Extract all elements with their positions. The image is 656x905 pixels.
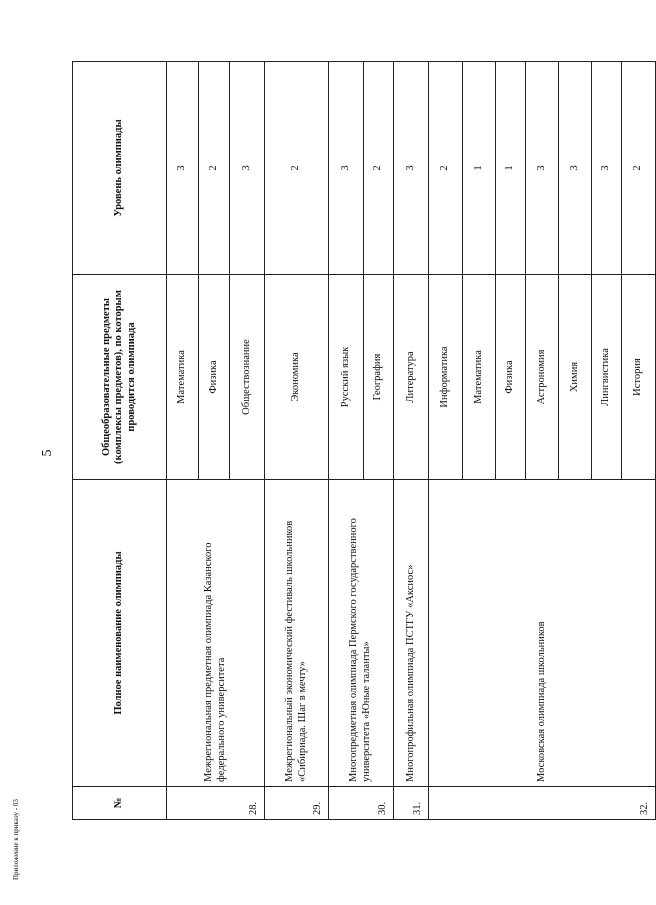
level-cell: 2 bbox=[622, 62, 656, 275]
olympiad-name: Межрегиональный экономический фестиваль школьников «Сибириада. Шаг в мечту» bbox=[265, 480, 329, 787]
table-row bbox=[429, 62, 463, 820]
header-subjects: Общеобразовательные предметы (комплексы предметов), по которым проводится олимпиада bbox=[73, 275, 167, 480]
header-level: Уровень олимпиады bbox=[73, 62, 167, 275]
subject-cell: География bbox=[364, 275, 394, 480]
level-cell: 2 bbox=[265, 62, 329, 275]
level-cell: 3 bbox=[167, 62, 199, 275]
level-cell: 3 bbox=[526, 62, 559, 275]
subject-cell: Экономика bbox=[265, 275, 329, 480]
level-cell: 2 bbox=[199, 62, 230, 275]
subject-cell: Физика bbox=[496, 275, 526, 480]
footer-note: Приложение к приказу - 03 bbox=[12, 799, 20, 880]
olympiad-name: Московская олимпиада школьников bbox=[429, 480, 656, 787]
subject-cell: Химия bbox=[559, 275, 592, 480]
table-row bbox=[394, 62, 429, 820]
subject-cell: Лингвистика bbox=[592, 275, 622, 480]
level-cell: 3 bbox=[230, 62, 265, 275]
level-cell: 1 bbox=[496, 62, 526, 275]
subject-cell: Русский язык bbox=[329, 275, 364, 480]
level-cell: 2 bbox=[364, 62, 394, 275]
olympiad-table bbox=[72, 61, 656, 820]
subject-cell: Физика bbox=[199, 275, 230, 480]
subject-cell: История bbox=[622, 275, 656, 480]
olympiad-name: Многопрофильная олимпиада ПСТГУ «Аксиос» bbox=[394, 480, 429, 787]
header-num: № bbox=[73, 787, 167, 820]
subject-cell: Астрономия bbox=[526, 275, 559, 480]
row-number: 29. bbox=[265, 787, 329, 820]
row-number: 31. bbox=[394, 787, 429, 820]
row-number: 28. bbox=[167, 787, 265, 820]
level-cell: 3 bbox=[329, 62, 364, 275]
table-row bbox=[329, 62, 364, 820]
page-number: 5 bbox=[40, 449, 55, 457]
table-row bbox=[167, 62, 199, 820]
olympiad-name: Многопредметная олимпиада Пермского государственного университета «Юные таланты» bbox=[329, 480, 394, 787]
level-cell: 3 bbox=[559, 62, 592, 275]
header-name: Полное наименование олимпиады bbox=[73, 480, 167, 787]
table-row bbox=[265, 62, 329, 820]
subject-cell: Обществознание bbox=[230, 275, 265, 480]
level-cell: 2 bbox=[429, 62, 463, 275]
subject-cell: Математика bbox=[463, 275, 496, 480]
subject-cell: Информатика bbox=[429, 275, 463, 480]
subject-cell: Литература bbox=[394, 275, 429, 480]
level-cell: 3 bbox=[592, 62, 622, 275]
subject-cell: Математика bbox=[167, 275, 199, 480]
header-row bbox=[73, 62, 167, 820]
olympiad-name: Межрегиональная предметная олимпиада Казанского федерального университета bbox=[167, 480, 265, 787]
level-cell: 3 bbox=[394, 62, 429, 275]
row-number: 30. bbox=[329, 787, 394, 820]
level-cell: 1 bbox=[463, 62, 496, 275]
row-number: 32. bbox=[429, 787, 656, 820]
